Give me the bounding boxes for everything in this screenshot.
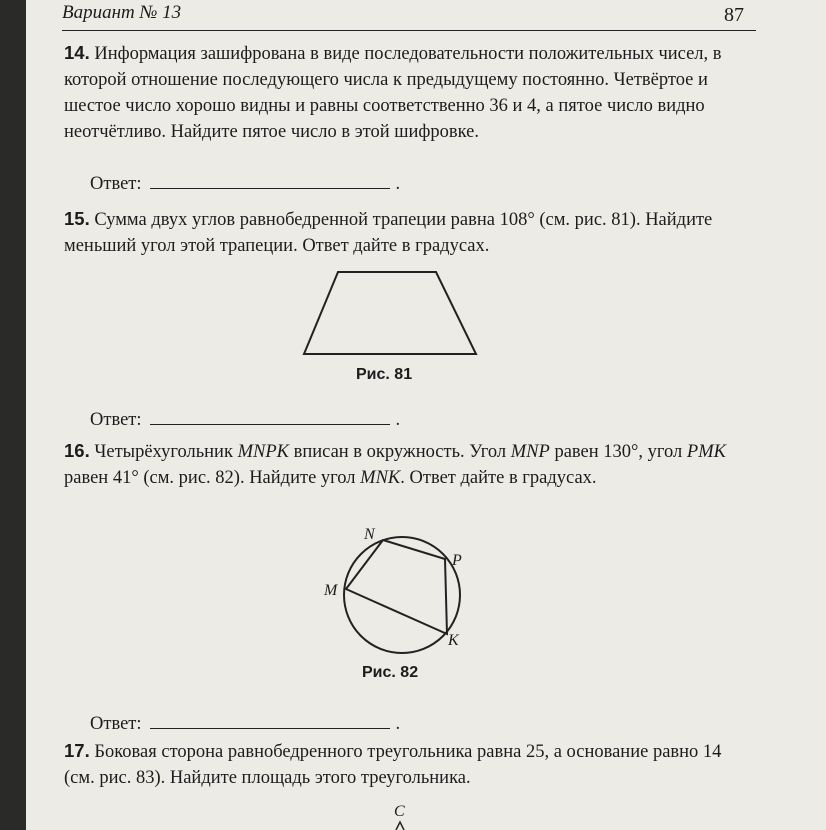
label-k: K — [448, 632, 459, 649]
figure-82-caption: Рис. 82 — [362, 664, 419, 681]
figure-81-caption: Рис. 81 — [356, 366, 413, 383]
label-n: N — [364, 526, 375, 543]
problem-15 — [64, 206, 744, 259]
problem-17 — [64, 738, 744, 791]
problem-16 — [64, 438, 744, 491]
answer-label: Ответ: — [90, 714, 142, 734]
answer-15-field[interactable] — [150, 410, 390, 425]
label-m: M — [324, 582, 338, 599]
answer-dot: . — [395, 410, 401, 430]
quad-name-mnpk: MNPK — [237, 442, 289, 462]
problem-16-text-c: равен 130°, угол — [549, 442, 687, 462]
trapezoid-shape — [304, 272, 476, 354]
angle-mnp: MNP — [510, 442, 550, 462]
problem-15-number: 15. — [64, 208, 90, 229]
problem-17-text: Боковая сторона равнобедренного треугольника равна 25, а основание равно 14 (см. рис. 83). Найдите площадь этого треугольника. — [64, 742, 722, 788]
problem-16-text-e: . Ответ дайте в градусах. — [400, 468, 597, 488]
answer-dot: . — [395, 174, 401, 194]
label-c: C — [394, 803, 405, 820]
answer-14-field[interactable] — [150, 174, 390, 189]
circle-figure — [316, 525, 476, 655]
problem-16-text-d: равен 41° (см. рис. 82). Найдите угол — [64, 468, 361, 488]
answer-16 — [90, 714, 400, 735]
problem-16-text-b: вписан в окружность. Угол — [288, 442, 511, 462]
problem-14-text: Информация зашифрована в виде последовательности положительных чисел, в которой отношение последующего числа к предыдущему постоянно. Четвёртое и шестое число хорошо видны и равны соответственно 36 и 4, а пятое число видно неотчётливо. Найдите пятое число в этой шифровке. — [64, 44, 722, 142]
answer-14 — [90, 174, 400, 195]
answer-15 — [90, 410, 400, 431]
angle-mnk: MNK — [360, 468, 401, 488]
textbook-page — [26, 0, 826, 830]
trapezoid-figure — [296, 266, 506, 361]
problem-17-number: 17. — [64, 740, 90, 761]
variant-title: Вариант № 13 — [62, 2, 182, 23]
problem-14 — [64, 40, 744, 145]
triangle-figure-partial — [386, 798, 426, 830]
triangle-apex — [396, 822, 404, 830]
page-number: 87 — [724, 4, 744, 26]
answer-dot: . — [395, 714, 401, 734]
answer-label: Ответ: — [90, 174, 142, 194]
answer-label: Ответ: — [90, 410, 142, 430]
problem-16-number: 16. — [64, 440, 90, 461]
answer-16-field[interactable] — [150, 714, 390, 729]
header-divider — [62, 30, 756, 31]
angle-pmk: PMK — [686, 442, 726, 462]
label-p: P — [452, 552, 462, 569]
problem-15-text: Сумма двух углов равнобедренной трапеции равна 108° (см. рис. 81). Найдите меньший угол этой трапеции. Ответ дайте в градусах. — [64, 210, 713, 256]
problem-16-text-a: Четырёхугольник — [94, 442, 238, 462]
problem-14-number: 14. — [64, 42, 90, 63]
